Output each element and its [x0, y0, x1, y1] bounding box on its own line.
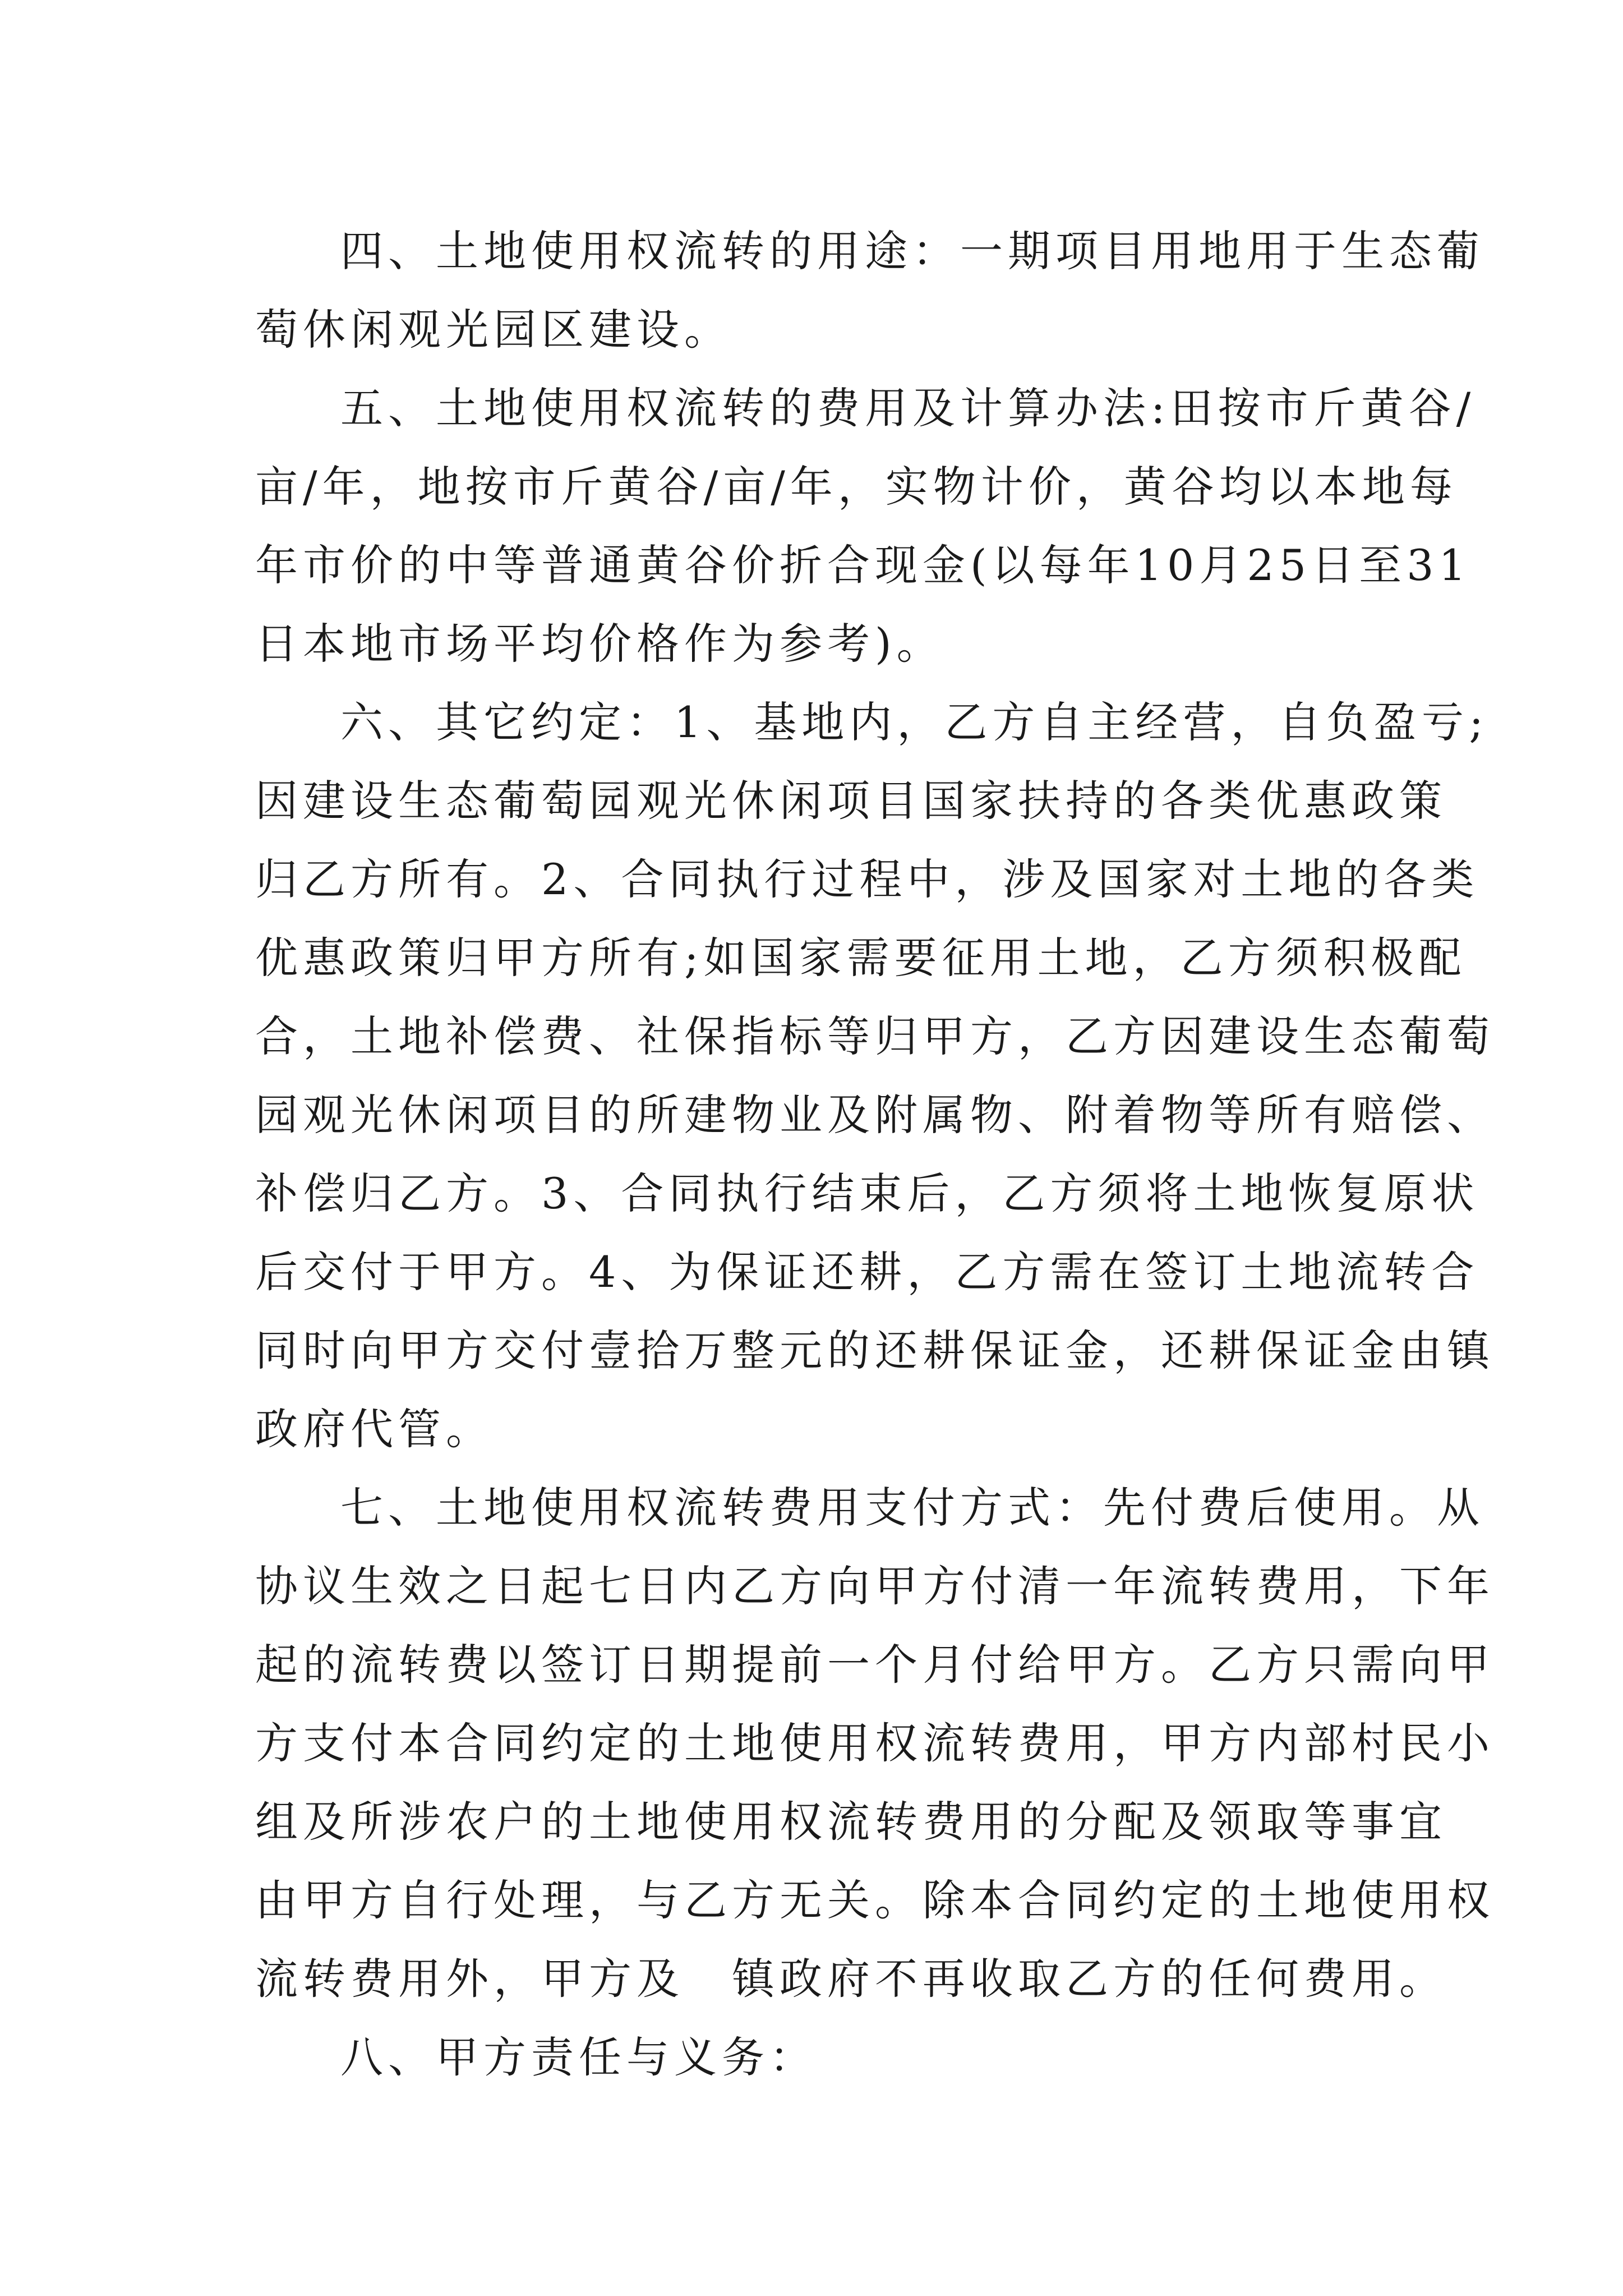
clause-6-line-9: 同时向甲方交付壹拾万整元的还耕保证金，还耕保证金由镇 — [255, 1326, 1495, 1375]
clause-7-line-4: 方支付本合同约定的土地使用权流转费用，甲方内部村民小 — [255, 1718, 1495, 1768]
clause-8-heading: 八、甲方责任与义务： — [340, 2032, 817, 2082]
contract-body-text — [255, 212, 1495, 2097]
clause-4-line-1: 四、土地使用权流转的用途：一期项目用地用于生态葡 — [340, 226, 1484, 276]
clause-6-line-6: 园观光休闲项目的所建物业及附属物、附着物等所有赔偿、 — [255, 1090, 1495, 1140]
clause-5-line-2: 亩/年，地按市斤黄谷/亩/年，实物计价，黄谷均以本地每 — [255, 462, 1458, 512]
clause-6-line-5: 合，土地补偿费、社保指标等归甲方，乙方因建设生态葡萄 — [255, 1011, 1495, 1061]
clause-7-line-5: 组及所涉农户的土地使用权流转费用的分配及领取等事宜 — [255, 1797, 1447, 1847]
clause-5-line-1: 五、土地使用权流转的费用及计算办法:田按市斤黄谷/ — [340, 383, 1476, 433]
clause-6-line-7: 补偿归乙方。3、合同执行结束后，乙方须将土地恢复原状 — [255, 1168, 1479, 1218]
clause-7-line-2: 协议生效之日起七日内乙方向甲方付清一年流转费用，下年 — [255, 1561, 1495, 1611]
clause-6-line-2: 因建设生态葡萄园观光休闲项目国家扶持的各类优惠政策 — [255, 776, 1447, 826]
clause-5-line-3: 年市价的中等普通黄谷价折合现金(以每年10月25日至31 — [255, 540, 1471, 590]
clause-4-line-2: 萄休闲观光园区建设。 — [255, 305, 732, 355]
clause-6-line-10: 政府代管。 — [255, 1404, 494, 1454]
clause-6-line-4: 优惠政策归甲方所有;如国家需要征用土地，乙方须积极配 — [255, 933, 1467, 983]
clause-7-line-3: 起的流转费以签订日期提前一个月付给甲方。乙方只需向甲 — [255, 1640, 1495, 1690]
clause-6-line-8: 后交付于甲方。4、为保证还耕，乙方需在签订土地流转合 — [255, 1247, 1479, 1297]
clause-6-line-3: 归乙方所有。2、合同执行过程中，涉及国家对土地的各类 — [255, 854, 1479, 904]
clause-5-line-4: 日本地市场平均价格作为参考)。 — [255, 619, 944, 669]
clause-7-line-6: 由甲方自行处理，与乙方无关。除本合同约定的土地使用权 — [255, 1875, 1495, 1925]
clause-6-line-1: 六、其它约定：1、基地内，乙方自主经营，自负盈亏; — [340, 697, 1488, 747]
clause-7-line-7: 流转费用外，甲方及 镇政府不再收取乙方的任何费用。 — [255, 1954, 1447, 2004]
clause-7-line-1: 七、土地使用权流转费用支付方式：先付费后使用。从 — [340, 1483, 1484, 1533]
